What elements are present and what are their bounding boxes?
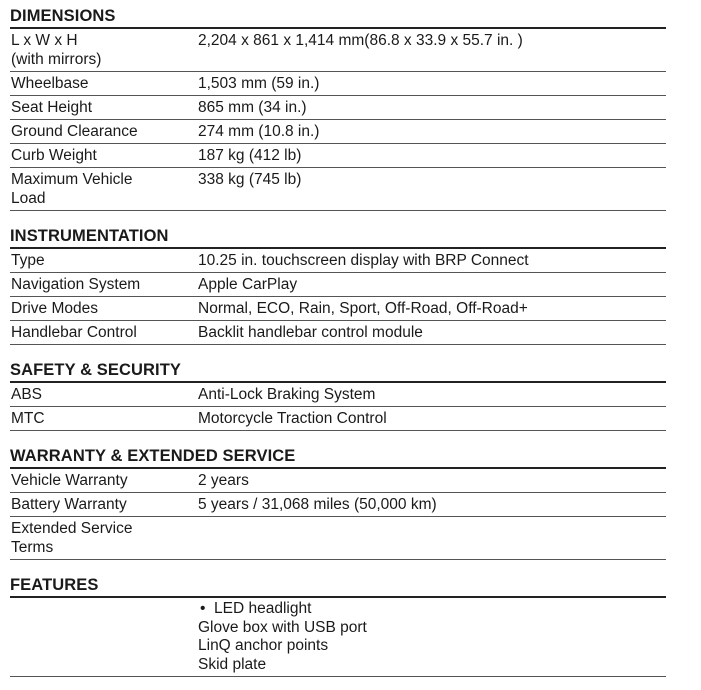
spec-sheet <box>10 0 666 677</box>
spec-label: Seat Height <box>11 99 92 116</box>
spec-value: 10.25 in. touchscreen display with BRP Connect <box>198 252 529 269</box>
spec-label <box>10 598 198 676</box>
bullet-icon: • <box>200 600 206 617</box>
spec-label: Handlebar Control <box>11 324 137 341</box>
spec-row <box>10 29 666 72</box>
spec-label: Maximum Vehicle Load <box>11 171 133 207</box>
spec-label: ABS <box>11 386 43 403</box>
spec-value <box>198 517 666 559</box>
section-title-dimensions: DIMENSIONS <box>10 5 666 29</box>
spec-value: Normal, ECO, Rain, Sport, Off-Road, Off-Road+ <box>198 300 528 317</box>
spec-row <box>10 407 666 431</box>
spec-row <box>10 321 666 345</box>
spec-label: Drive Modes <box>11 300 98 317</box>
spec-value: 2 years <box>198 472 249 489</box>
spec-value: 5 years / 31,068 miles (50,000 km) <box>198 496 437 513</box>
spec-value: Motorcycle Traction Control <box>198 410 387 427</box>
spec-value: 274 mm (10.8 in.) <box>198 123 320 140</box>
section-title-features: FEATURES <box>10 574 666 598</box>
spec-row <box>10 120 666 144</box>
spec-row <box>10 517 666 560</box>
spec-row <box>10 168 666 211</box>
spec-label-line: L x W x H (with mirrors) <box>11 32 102 68</box>
spec-label: Curb Weight <box>11 147 97 164</box>
spec-label: Type <box>11 252 45 269</box>
spec-value: 187 kg (412 lb) <box>198 147 302 164</box>
spec-value: Backlit handlebar control module <box>198 324 423 341</box>
spec-value: 338 kg (745 lb) <box>198 171 302 188</box>
spec-row <box>10 493 666 517</box>
spec-label: Navigation System <box>11 276 141 293</box>
feature-item <box>198 600 666 619</box>
section-title-safety: SAFETY & SECURITY <box>10 359 666 383</box>
spec-label: Battery Warranty <box>11 496 127 513</box>
spec-value: 2,204 x 861 x 1,414 mm(86.8 x 33.9 x 55.7 in. ) <box>198 32 523 49</box>
spec-value: Anti-Lock Braking System <box>198 386 376 403</box>
spec-label: MTC <box>11 410 45 427</box>
feature-item: Skid plate <box>198 655 267 673</box>
spec-label: Ground Clearance <box>11 123 138 140</box>
spec-row <box>10 297 666 321</box>
spec-row <box>10 144 666 168</box>
features-row <box>10 598 666 677</box>
section-title-warranty: WARRANTY & EXTENDED SERVICE <box>10 445 666 469</box>
spec-row <box>10 383 666 407</box>
spec-value: Apple CarPlay <box>198 276 298 293</box>
feature-item: LinQ anchor points <box>198 637 329 654</box>
spec-label: Vehicle Warranty <box>11 472 128 489</box>
feature-text: LED headlight <box>214 600 312 617</box>
features-list <box>198 598 666 676</box>
spec-row <box>10 249 666 273</box>
spec-label: Wheelbase <box>11 75 89 92</box>
spec-row <box>10 72 666 96</box>
spec-row <box>10 96 666 120</box>
spec-label <box>10 29 198 71</box>
spec-value: 865 mm (34 in.) <box>198 99 307 116</box>
feature-item: Glove box with USB port <box>198 618 367 636</box>
spec-row <box>10 273 666 297</box>
spec-row <box>10 469 666 493</box>
spec-label: Extended Service Terms <box>11 520 133 556</box>
section-title-instrumentation: INSTRUMENTATION <box>10 225 666 249</box>
spec-value: 1,503 mm (59 in.) <box>198 75 320 92</box>
